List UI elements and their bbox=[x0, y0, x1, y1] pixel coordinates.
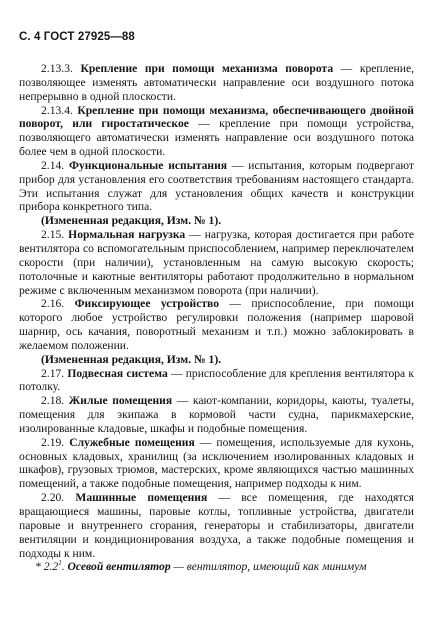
paragraph-number: 2.20. bbox=[41, 491, 65, 505]
paragraph-number: 2.16. bbox=[41, 297, 65, 311]
paragraph-number: 2.13.4. bbox=[41, 103, 73, 117]
term: Крепление при помощи механизма, обеспечивающего двойной поворот, или гиростатическое bbox=[19, 103, 414, 131]
paragraph-2-2-1-footnote: * $2.2^1$. Осевой вентилятор — вентилятор, имеющий как минимум bbox=[35, 559, 367, 574]
definition: — испытания, которым подвергают прибор для установления его соответствия требованиям настоящего стандарта. Эти испытания служат для установления общих качеств и конструкции прибора конкретного типа. bbox=[19, 158, 414, 214]
definition: — крепление при помощи устройства, позволяющего автоматически изменять направление оси воздушного потока более чем в одной плоскости. bbox=[19, 117, 414, 159]
paragraph-2-19 bbox=[19, 436, 414, 491]
definition: — вентилятор, имеющий как минимум bbox=[170, 560, 367, 574]
definition: — все помещения, где находятся вращающиеся машины, паровые котлы, топливные устройства, двигатели паровые и внутреннего сгорания, генераторы и стабилизаторы, двигатели вентиляции и кондиционирования воздуха, а также подобные помещения и подходы к ним. bbox=[19, 491, 415, 560]
definition: — кают-компании, коридоры, каюты, туалеты, помещения для экипажа в кормовой части судна, парикмахерские, изолированные кладовые, шкафы и подобные помещения. bbox=[19, 394, 414, 435]
paragraph-number: 2.15. bbox=[41, 228, 65, 242]
paragraph-2-16 bbox=[19, 297, 414, 352]
paragraph-number: 2.18. bbox=[41, 394, 65, 408]
paragraph-2-17 bbox=[19, 367, 414, 395]
paragraph-2-13-4 bbox=[19, 104, 414, 159]
paragraph-number: 2.19. bbox=[41, 435, 65, 449]
paragraph-2-13-3 bbox=[19, 62, 414, 104]
paragraph-2-14 bbox=[19, 159, 414, 214]
paragraph-2-18 bbox=[19, 394, 414, 436]
amendment-note: (Измененная редакция, Изм. № 1). bbox=[41, 214, 222, 228]
term: Осевой вентилятор bbox=[67, 560, 171, 574]
term: Функциональные испытания bbox=[69, 158, 228, 172]
definition: — приспособление для крепления вентилятора к потолку. bbox=[19, 366, 414, 394]
definition: — нагрузка, которая достигается при работе вентилятора со вспомогательным приспособлением, например переключателем скорости (при наличии), установленным на самую высокую скорость; потолочные и каютные вентиляторы работают продолжительно в нормальном режиме с включенным механизмом поворота (при наличии). bbox=[19, 228, 414, 297]
term: Крепление при помощи механизма поворота bbox=[80, 62, 334, 75]
term: Фиксирующее устройство bbox=[74, 297, 220, 311]
definition: — приспособление, при помощи которого любое устройство регулировки положения (например шаровой шарнир, ось качания, поворотный механизм и т.п.) можно заблокировать в желаемом положении. bbox=[19, 297, 414, 352]
term: Подвесная система bbox=[67, 366, 168, 380]
paragraph-number: 2.13.3. bbox=[41, 62, 73, 75]
term: Нормальная нагрузка bbox=[68, 228, 186, 242]
footnote-superscript: 1 bbox=[58, 559, 62, 568]
definition: — помещения, используемые для кухонь, основных кладовых, хранилищ (за исключением изолированных кладовых и шкафов), грузовых трюмов, мастерских, кроме являющихся частью машинных помещений, а также подобные помещения, например подходы к ним. bbox=[19, 435, 414, 491]
page-header: С. 4 ГОСТ 27925—88 bbox=[19, 31, 135, 43]
paragraph-2-15 bbox=[19, 228, 414, 297]
term: Служебные помещения bbox=[69, 435, 195, 449]
term: Жилые помещения bbox=[68, 394, 173, 408]
term: Машинные помещения bbox=[75, 491, 208, 505]
amendment-note: (Измененная редакция, Изм. № 1). bbox=[41, 352, 222, 366]
definition: — крепление, позволяющее изменять автоматически направление оси воздушного потока непрерывно в одной плоскости. bbox=[19, 62, 414, 103]
paragraph-2-20 bbox=[19, 491, 414, 560]
paragraph-number: 2.14. bbox=[41, 158, 65, 172]
paragraph-number: 2.17. bbox=[41, 366, 65, 380]
footnote-marker: * 2.2 bbox=[35, 560, 59, 574]
